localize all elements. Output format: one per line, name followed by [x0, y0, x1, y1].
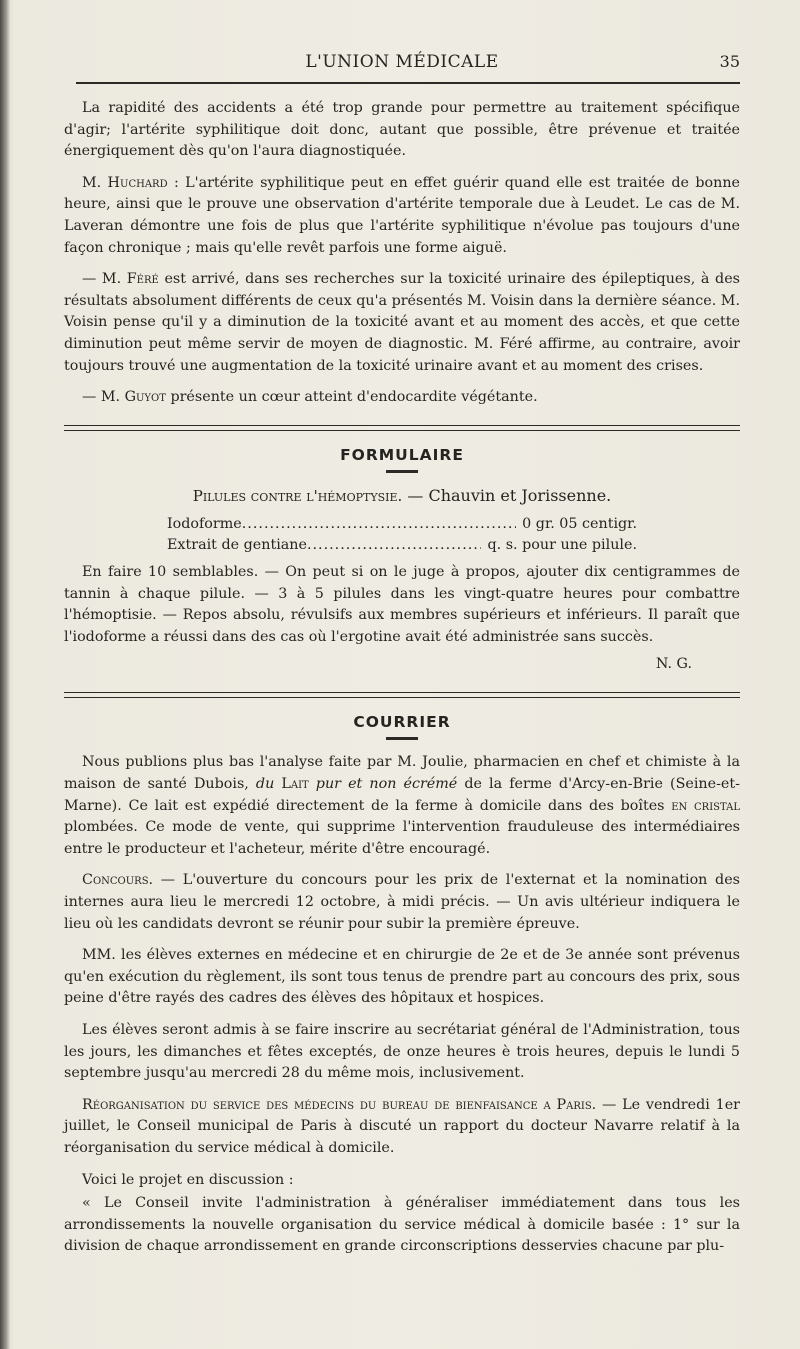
- ingredient-list: [167, 514, 637, 556]
- paragraph-text: — Le vendredi 1er juillet, le Conseil municipal de Paris à discuté un rapport du docteur Navarre relatif à la réorganisation du service médical à domicile.: [64, 1096, 740, 1156]
- section-divider: [64, 692, 740, 698]
- intro-paragraph-3: [64, 269, 740, 377]
- courrier-paragraph-5: [64, 1095, 740, 1160]
- italic-text: pur et non écrémé: [308, 776, 458, 793]
- paragraph-text: : L'artérite syphilitique peut en effet guérir quand elle est traitée de bonne heure, ainsi que le prouve une observation d'artérite temporale due à Leudet. Le cas de M. Laveran démontre une fois de plus que l'artérite syphilitique n'évolue pas toujours d'une façon chronique ; mais qu'elle revêt parfois une forme aiguë.: [64, 174, 740, 256]
- paragraph-text: présente un cœur atteint d'endocardite végétante.: [165, 389, 538, 406]
- paragraph-text: de la ferme d'Arcy-en-Brie (Seine-et-Marne). Ce lait est expédié directement de la ferme à domicile dans des boîtes: [64, 776, 740, 814]
- recipe-title: [64, 485, 740, 508]
- courrier-paragraph-4: Les élèves seront admis à se faire inscrire au secrétariat général de l'Administration, tous les jours, les dimanches et fêtes exceptés, de onze heures è trois heures, depuis le lundi 5 septembre jusqu'au mercredi 28 du même mois, inclusivement.: [64, 1022, 740, 1082]
- small-caps-text: Lait: [274, 776, 309, 793]
- courrier-paragraph-2: [64, 870, 740, 935]
- page-number: 35: [719, 52, 740, 71]
- ingredient-name: Iodoforme: [167, 515, 242, 532]
- running-title: L'UNION MÉDICALE: [305, 52, 499, 72]
- intro-paragraph-4: [64, 387, 740, 409]
- title-underline: [386, 737, 418, 740]
- header-rule: [76, 82, 740, 84]
- intro-paragraph-2: [64, 173, 740, 259]
- page-header: [64, 46, 740, 86]
- ingredient-quantity: q. s. pour une pilule.: [487, 536, 637, 553]
- section-title-formulaire: FORMULAIRE: [340, 445, 464, 464]
- paragraph-text: plombées. Ce mode de vente, qui supprime l'intervention frauduleuse des intermédiaires entre le producteur et l'acheteur, mérite d'être encouragé.: [64, 819, 740, 857]
- courrier-paragraph-3: MM. les élèves externes en médecine et en chirurgie de 2e et de 3e année sont prévenus qu'en exécution du règlement, ils sont tous tenus de prendre part au concours des prix, sous peine d'être rayés des cadres des élèves des hôpitaux et hospices.: [64, 947, 740, 1007]
- title-underline: [386, 470, 418, 473]
- italic-text: du: [255, 776, 275, 793]
- ingredient-row: [167, 514, 637, 535]
- section-title-courrier: COURRIER: [353, 712, 451, 731]
- speaker-name: Guyot: [124, 389, 166, 406]
- paragraph-label: Concours.: [82, 872, 154, 889]
- speaker-name: M. Huchard: [82, 174, 168, 191]
- ingredient-row: [167, 535, 637, 556]
- courrier-paragraph-6: Voici le projet en discussion :: [82, 1171, 294, 1188]
- section-divider: [64, 425, 740, 431]
- ingredient-name: Extrait de gentiane: [167, 536, 307, 553]
- page-body: [64, 98, 740, 1268]
- paragraph-text: — L'ouverture du concours pour les prix de l'externat et la nomination des internes aura lieu le mercredi 12 octobre, à midi précis. — Un avis ultérieur indiquera le lieu où les candidats devront se réunir pour subir la première épreuve.: [64, 872, 740, 932]
- intro-paragraph-1: La rapidité des accidents a été trop grande pour permettre au traitement spécifique d'agir; l'artérite syphilitique doit donc, autant que possible, être prévenue et traitée énergiquement dès qu'on l'aura diagnostiquée.: [64, 100, 740, 160]
- recipe-authors: — Chauvin et Jorissenne.: [402, 486, 612, 506]
- paragraph-text: Nous publions plus bas l'analyse faite par M. Joulie, pharmacien en chef et chimiste à la maison de santé Dubois,: [64, 754, 740, 793]
- courrier-paragraph-1: [64, 752, 740, 860]
- ingredient-quantity: 0 gr. 05 centigr.: [522, 515, 637, 532]
- courrier-paragraph-7: « Le Conseil invite l'administration à généraliser immédiatement dans tous les arrondissements la nouvelle organisation du service médical à domicile basée : 1° sur la division de chaque arrondissement en grande circonscriptions desservies chacune par plu-: [64, 1195, 740, 1255]
- signature: N. G.: [655, 656, 692, 673]
- paragraph-text: est arrivé, dans ses recherches sur la toxicité urinaire des épileptiques, à des résultats absolument différents de ceux qu'a présentés M. Voisin dans la dernière séance. M. Voisin pense qu'il y a diminution de la toxicité avant et au moment des accès, et que cette diminution peut même servir de moyen de diagnostic. M. Féré affirme, au contraire, avoir toujours trouvé une augmentation de la toxicité urinaire avant et au moment des crises.: [64, 271, 740, 374]
- paragraph-prefix: — M.: [82, 271, 127, 288]
- small-caps-text: en cristal: [671, 797, 740, 814]
- paragraph-label: Réorganisation du service des médecins du bureau de bienfaisance a Paris.: [82, 1096, 597, 1113]
- paragraph-prefix: — M.: [82, 389, 125, 406]
- speaker-name: Féré: [126, 271, 159, 288]
- formulaire-body: En faire 10 semblables. — On peut si on le juge à propos, ajouter dix centigrammes de tannin à chaque pilule. — 3 à 5 pilules dans les vingt-quatre heures pour combattre l'hémoptisie. — Repos absolu, révulsifs aux membres supérieurs et inférieurs. Il paraît que l'iodoforme a réussi dans des cas où l'ergotine avait été administrée sans succès.: [64, 563, 740, 645]
- book-spine-shadow: [0, 0, 10, 1349]
- leader-dots: [307, 535, 482, 556]
- leader-dots: [242, 514, 516, 535]
- recipe-name: Pilules contre l'hémoptysie.: [192, 487, 403, 506]
